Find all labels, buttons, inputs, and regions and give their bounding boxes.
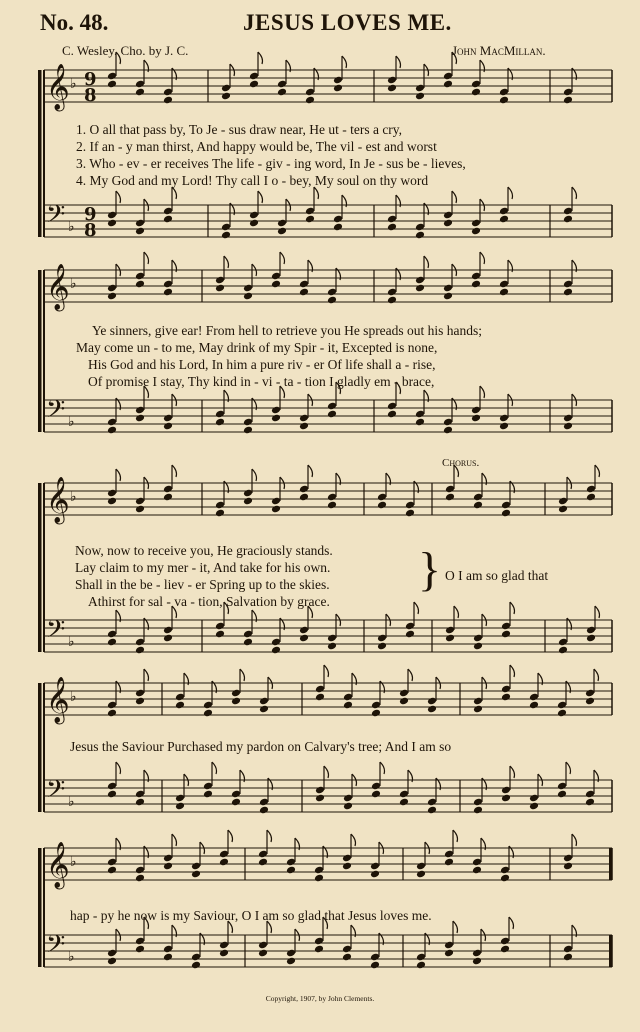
note: [415, 284, 425, 293]
note: [427, 806, 437, 815]
bass-clef: 𝄢: [46, 775, 66, 810]
note: [424, 256, 429, 268]
note: [163, 862, 173, 871]
lyric-line: Now, now to receive you, He graciously stands.: [75, 543, 333, 558]
hymn-title: JESUS LOVES ME.: [243, 10, 452, 35]
time-signature-numerator: 9: [84, 204, 97, 225]
treble-clef: 𝄞: [46, 677, 70, 723]
note: [163, 422, 173, 431]
note: [259, 806, 269, 815]
note: [405, 630, 415, 639]
lyric-line: 3. Who - ev - er receives The life - giv - ing word, In Je - sus be - lieves,: [76, 156, 466, 171]
note: [107, 80, 117, 89]
note: [175, 802, 185, 811]
note: [529, 802, 539, 811]
note: [414, 602, 419, 614]
note: [135, 280, 145, 289]
note: [314, 874, 324, 883]
note: [163, 96, 173, 105]
note: [558, 505, 568, 514]
note: [499, 215, 509, 224]
lyric-line: May come un - to me, May drink of my Spir - it, Excepted is none,: [76, 340, 438, 355]
note: [500, 945, 510, 954]
note: [351, 834, 356, 846]
note: [107, 219, 117, 228]
note: [563, 953, 573, 962]
note: [443, 219, 453, 228]
note: [240, 669, 245, 681]
treble-clef: 𝄞: [46, 264, 70, 310]
note: [305, 215, 315, 224]
verse-brace: }: [418, 543, 442, 596]
note: [558, 646, 568, 655]
time-signature-denominator: 8: [84, 220, 97, 241]
note: [471, 414, 481, 423]
note: [343, 802, 353, 811]
note: [116, 469, 121, 481]
system-bracket: [38, 848, 42, 967]
note: [342, 862, 352, 871]
note: [135, 505, 145, 514]
note: [271, 505, 281, 514]
note: [219, 858, 229, 867]
lyric-line: Jesus the Saviour Purchased my pardon on Calvary's tree; And I am so: [70, 739, 452, 754]
note: [228, 830, 233, 842]
note: [501, 509, 511, 518]
note: [472, 957, 482, 966]
note: [172, 465, 177, 477]
note: [135, 414, 145, 423]
note: [258, 52, 263, 64]
note: [324, 766, 329, 778]
note: [377, 642, 387, 651]
note: [271, 280, 281, 289]
note: [107, 790, 117, 799]
note: [387, 223, 397, 232]
note: [473, 806, 483, 815]
note: [472, 866, 482, 875]
note: [315, 693, 325, 702]
note: [191, 870, 201, 879]
flat-icon: ♭: [70, 276, 77, 292]
note: [510, 766, 515, 778]
note: [286, 957, 296, 966]
note: [243, 497, 253, 506]
note: [443, 292, 453, 301]
note: [563, 288, 573, 297]
flat-icon: ♭: [70, 76, 77, 92]
note: [529, 701, 539, 710]
note: [480, 386, 485, 398]
flat-icon: ♭: [68, 414, 75, 430]
note: [510, 665, 515, 677]
note: [212, 762, 217, 774]
note: [305, 96, 315, 105]
note: [163, 288, 173, 297]
note: [327, 410, 337, 419]
bass-clef: 𝄢: [46, 930, 66, 965]
note: [399, 697, 409, 706]
time-signature-numerator: 9: [84, 69, 97, 90]
note: [453, 830, 458, 842]
note: [454, 606, 459, 618]
note: [427, 705, 437, 714]
note: [585, 798, 595, 807]
note: [416, 870, 426, 879]
note: [271, 414, 281, 423]
note: [342, 56, 347, 68]
lyric-line: Of promise I stay, Thy kind in - vi - ta - tion I gladly em - brace,: [88, 374, 435, 389]
note: [445, 634, 455, 643]
note: [221, 92, 231, 101]
note: [408, 669, 413, 681]
note: [387, 84, 397, 93]
note: [500, 874, 510, 883]
note: [144, 669, 149, 681]
note: [314, 945, 324, 954]
chorus-lyric: O I am so glad that: [445, 568, 549, 583]
composer-credit: John MacMillan.: [452, 43, 546, 58]
note: [473, 501, 483, 510]
note: [135, 874, 145, 883]
note: [299, 422, 309, 431]
note: [107, 638, 117, 647]
note: [595, 606, 600, 618]
note: [107, 709, 117, 718]
note: [172, 834, 177, 846]
note: [399, 798, 409, 807]
note: [107, 426, 117, 435]
note: [508, 187, 513, 199]
note: [219, 949, 229, 958]
note: [175, 701, 185, 710]
lyric-line: His God and his Lord, In him a pure riv - er Of life shall a - rise,: [88, 357, 436, 372]
note: [249, 80, 259, 89]
note: [215, 509, 225, 518]
note: [203, 790, 213, 799]
lyric-line: Ye sinners, give ear! From hell to retrieve you He spreads out his hands;: [92, 323, 483, 338]
flat-icon: ♭: [70, 689, 77, 705]
note: [327, 296, 337, 305]
note: [249, 219, 259, 228]
note: [594, 669, 599, 681]
note: [471, 280, 481, 289]
note: [135, 945, 145, 954]
note: [191, 961, 201, 970]
note: [252, 469, 257, 481]
note: [499, 422, 509, 431]
flat-icon: ♭: [70, 854, 77, 870]
lyric-line: 1. O all that pass by, To Je - sus draw near, He ut - ters a cry,: [76, 122, 403, 137]
note: [501, 794, 511, 803]
note: [271, 646, 281, 655]
note: [258, 858, 268, 867]
note: [144, 252, 149, 264]
note: [480, 252, 485, 264]
time-signature-denominator: 8: [84, 85, 97, 106]
lyric-line: 4. My God and my Lord! Thy call I o - bey, My soul on thy word: [76, 173, 429, 188]
note: [563, 862, 573, 871]
hymn-number: No. 48.: [40, 10, 109, 35]
note: [243, 638, 253, 647]
flat-icon: ♭: [68, 634, 75, 650]
note: [324, 665, 329, 677]
lyric-line: Athirst for sal - va - tion, Salvation by grace.: [88, 594, 330, 609]
note: [443, 426, 453, 435]
lyric-line: Shall in the be - liev - er Spring up to the skies.: [75, 577, 330, 592]
note: [107, 866, 117, 875]
note: [231, 697, 241, 706]
note: [387, 410, 397, 419]
note: [501, 693, 511, 702]
note: [299, 288, 309, 297]
flat-icon: ♭: [68, 794, 75, 810]
note: [370, 870, 380, 879]
note: [107, 292, 117, 301]
note: [499, 96, 509, 105]
note: [499, 288, 509, 297]
note: [299, 493, 309, 502]
note: [277, 88, 287, 97]
note: [572, 834, 577, 846]
note: [396, 56, 401, 68]
note: [231, 798, 241, 807]
note: [333, 223, 343, 232]
system-bracket: [38, 70, 42, 237]
note: [107, 497, 117, 506]
note: [415, 92, 425, 101]
final-barline: [609, 935, 612, 967]
note: [163, 215, 173, 224]
treble-clef: 𝄞: [46, 477, 70, 523]
lyricist-credit: C. Wesley. Cho. by J. C.: [62, 43, 189, 58]
note: [215, 418, 225, 427]
note: [563, 96, 573, 105]
note: [444, 858, 454, 867]
note: [557, 790, 567, 799]
note: [405, 509, 415, 518]
note: [595, 465, 600, 477]
system-bracket: [38, 683, 42, 812]
note: [557, 709, 567, 718]
note: [286, 866, 296, 875]
note: [377, 501, 387, 510]
note: [453, 921, 458, 933]
note: [243, 292, 253, 301]
note: [224, 256, 229, 268]
treble-clef: 𝄞: [46, 64, 70, 110]
flat-icon: ♭: [68, 219, 75, 235]
note: [243, 426, 253, 435]
bass-clef: 𝄢: [46, 395, 66, 430]
note: [135, 88, 145, 97]
note: [443, 80, 453, 89]
note: [370, 961, 380, 970]
note: [267, 830, 272, 842]
note: [563, 422, 573, 431]
note: [452, 191, 457, 203]
note: [107, 957, 117, 966]
note: [135, 646, 145, 655]
note: [258, 949, 268, 958]
flat-icon: ♭: [68, 949, 75, 965]
note: [445, 493, 455, 502]
note: [415, 231, 425, 240]
note: [572, 187, 577, 199]
note: [135, 697, 145, 706]
note: [387, 296, 397, 305]
note: [163, 493, 173, 502]
note: [586, 493, 596, 502]
note: [471, 227, 481, 236]
note: [203, 709, 213, 718]
note: [116, 191, 121, 203]
note: [163, 953, 173, 962]
note: [277, 227, 287, 236]
note: [299, 634, 309, 643]
note: [510, 602, 515, 614]
note: [452, 52, 457, 64]
note: [259, 705, 269, 714]
note: [327, 642, 337, 651]
note: [215, 284, 225, 293]
note: [333, 84, 343, 93]
bass-clef: 𝄢: [46, 615, 66, 650]
bass-clef: 𝄢: [46, 200, 66, 235]
copyright-notice: Copyright, 1907, by John Clements.: [265, 994, 375, 1003]
chorus-label: Chorus.: [442, 457, 480, 469]
note: [586, 634, 596, 643]
note: [585, 697, 595, 706]
note: [473, 642, 483, 651]
note: [566, 762, 571, 774]
note: [415, 418, 425, 427]
note: [221, 231, 231, 240]
note: [135, 227, 145, 236]
note: [315, 794, 325, 803]
note: [327, 501, 337, 510]
note: [343, 701, 353, 710]
note: [416, 961, 426, 970]
treble-clef: 𝄞: [46, 842, 70, 888]
lyric-line: 2. If an - y man thirst, And happy would be, The vil - est and worst: [76, 139, 437, 154]
note: [563, 215, 573, 224]
note: [380, 762, 385, 774]
note: [473, 705, 483, 714]
note: [471, 88, 481, 97]
system-bracket: [38, 270, 42, 432]
note: [371, 709, 381, 718]
note: [280, 252, 285, 264]
lyric-line: hap - py he now is my Saviour, O I am so glad that Jesus loves me.: [70, 908, 432, 923]
note: [163, 634, 173, 643]
note: [308, 465, 313, 477]
lyric-line: Lay claim to my mer - it, And take for his own.: [75, 560, 331, 575]
system-bracket: [38, 483, 42, 652]
note: [342, 953, 352, 962]
flat-icon: ♭: [70, 489, 77, 505]
note: [501, 630, 511, 639]
note: [135, 798, 145, 807]
note: [444, 949, 454, 958]
note: [116, 762, 121, 774]
note: [509, 917, 514, 929]
final-barline: [609, 848, 612, 880]
note: [215, 630, 225, 639]
note: [371, 790, 381, 799]
note: [258, 191, 263, 203]
note: [116, 52, 121, 64]
